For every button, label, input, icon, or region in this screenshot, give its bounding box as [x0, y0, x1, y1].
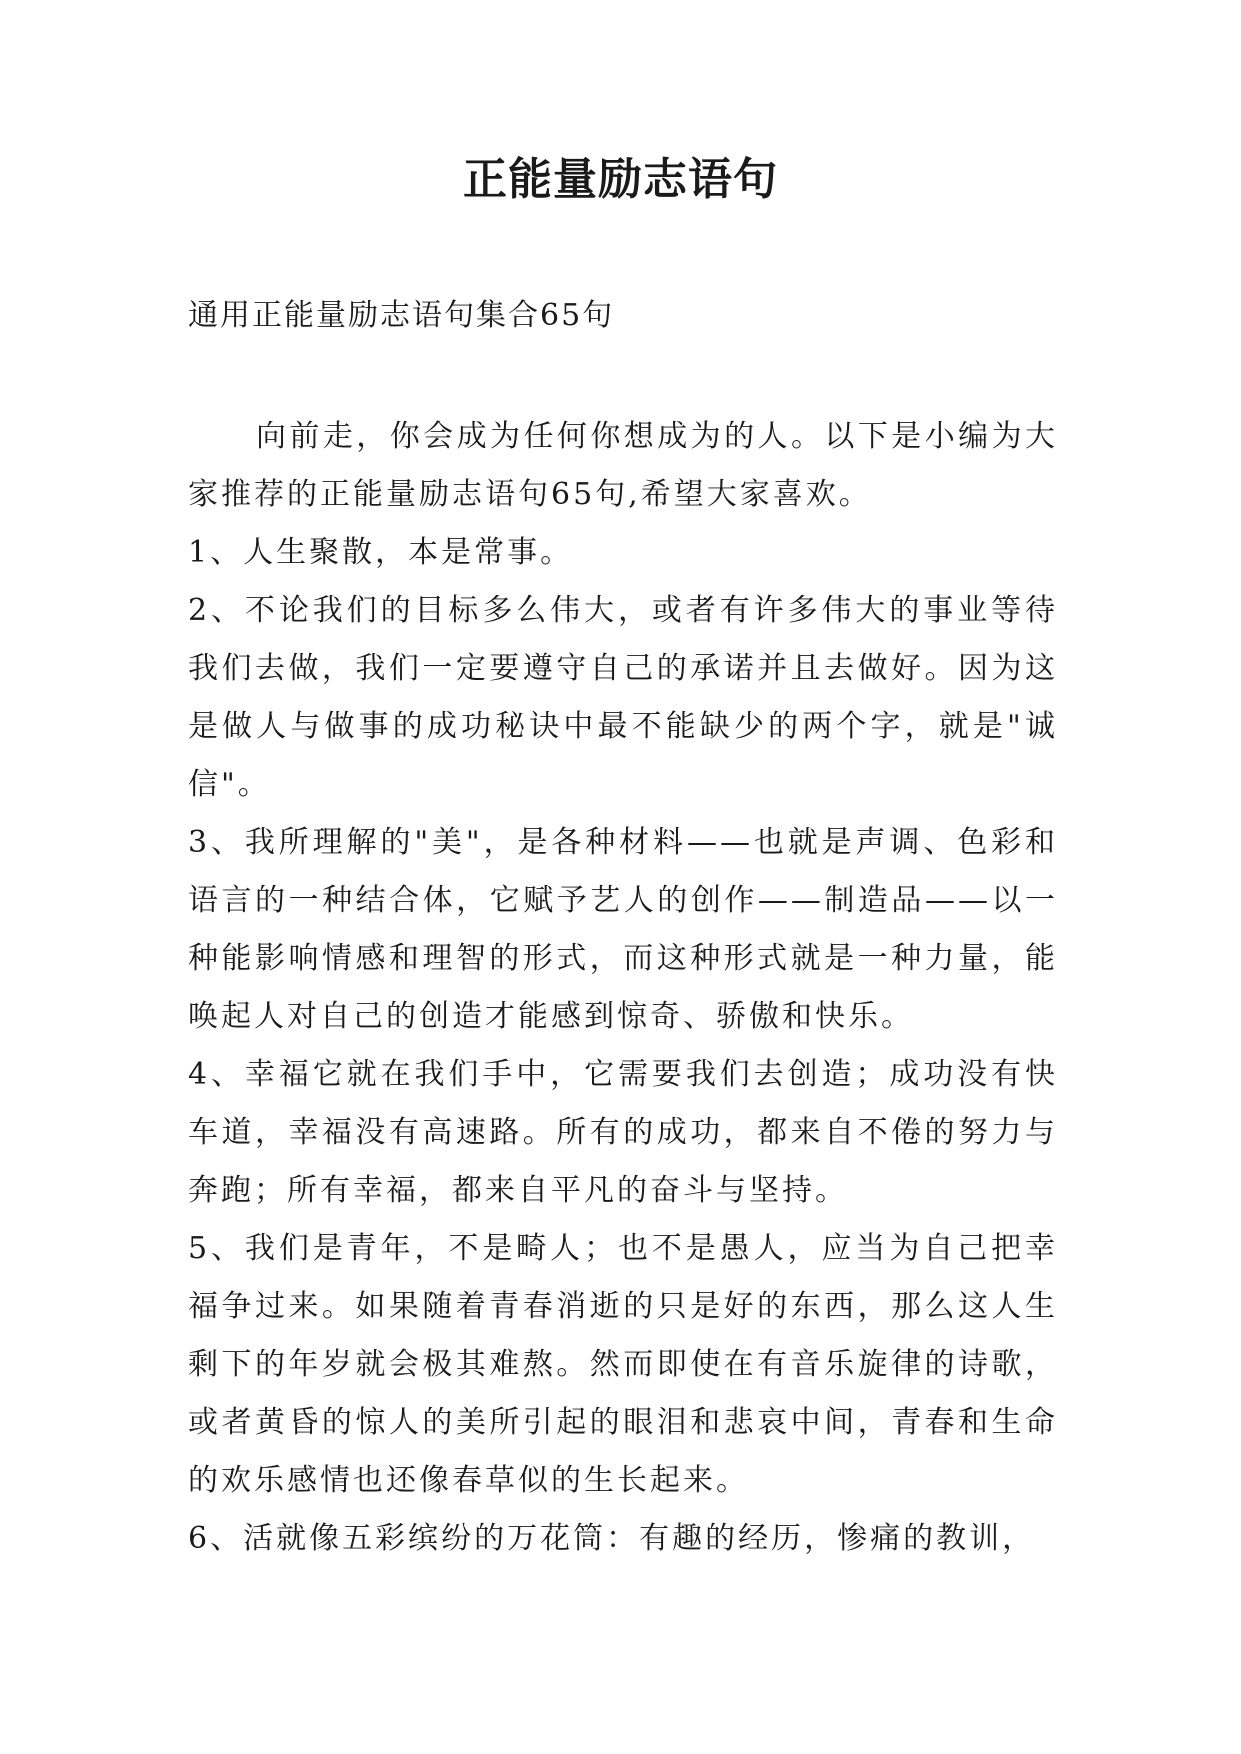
quote-item-1: 1、人生聚散，本是常事。 — [188, 535, 574, 570]
document-body — [188, 408, 1058, 1568]
quote-item-4: 4、幸福它就在我们手中，它需要我们去创造；成功没有快车道，幸福没有高速路。所有的成功，都来自不倦的努力与奔跑；所有幸福，都来自平凡的奋斗与坚持。 — [188, 1057, 1058, 1208]
quote-item-6: 6、活就像五彩缤纷的万花筒：有趣的经历，惨痛的教训， — [188, 1521, 1036, 1556]
document-title: 正能量励志语句 — [463, 154, 778, 205]
quote-item-5: 5、我们是青年，不是畸人；也不是愚人，应当为自己把幸福争过来。如果随着青春消逝的只是好的东西，那么这人生剩下的年岁就会极其难熬。然而即使在有音乐旋律的诗歌，或者黄昏的惊人的美所引起的眼泪和悲哀中间，青春和生命的欢乐感情也还像春草似的生长起来。 — [188, 1231, 1058, 1498]
intro-paragraph: 向前走，你会成为任何你想成为的人。以下是小编为大家推荐的正能量励志语句65句,希望大家喜欢。 — [188, 419, 1058, 512]
quote-item-3: 3、我所理解的"美"，是各种材料——也就是声调、色彩和语言的一种结合体，它赋予艺人的创作——制造品——以一种能影响情感和理智的形式，而这种形式就是一种力量，能唤起人对自己的创造才能感到惊奇、骄傲和快乐。 — [188, 825, 1058, 1034]
quote-item-2: 2、不论我们的目标多么伟大，或者有许多伟大的事业等待我们去做，我们一定要遵守自己的承诺并且去做好。因为这是做人与做事的成功秘诀中最不能缺少的两个字，就是"诚信"。 — [188, 593, 1058, 802]
document-subtitle: 通用正能量励志语句集合65句 — [188, 298, 615, 333]
